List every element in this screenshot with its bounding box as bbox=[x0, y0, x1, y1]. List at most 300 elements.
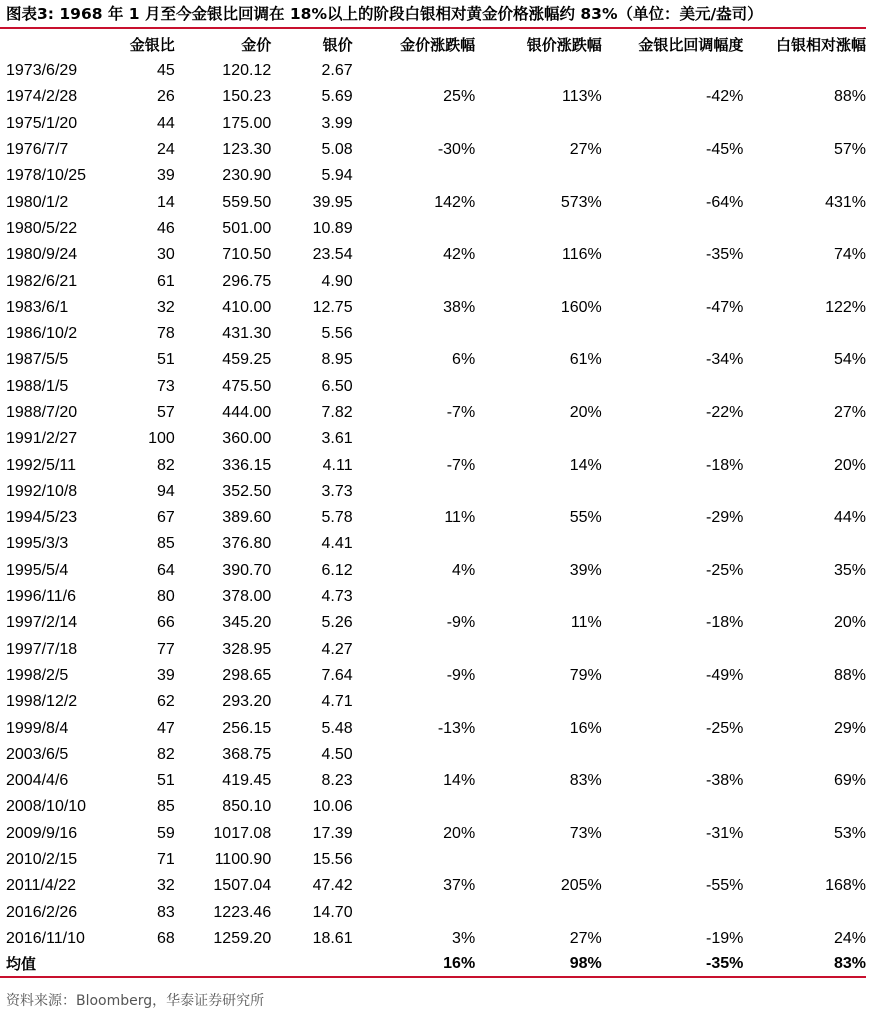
value-cell: 79% bbox=[569, 666, 602, 684]
value-cell: -47% bbox=[706, 298, 744, 316]
value-cell: 160% bbox=[560, 298, 602, 316]
value-cell: 77 bbox=[157, 640, 175, 658]
value-cell bbox=[353, 163, 476, 189]
value-cell bbox=[475, 794, 602, 820]
value-cell: 12.75 bbox=[312, 298, 353, 316]
column-header: 银价涨跌幅 bbox=[526, 35, 602, 54]
value-cell: 7.82 bbox=[321, 404, 353, 421]
value-cell: 38% bbox=[443, 298, 476, 316]
table-row bbox=[0, 715, 866, 741]
value-cell: 46 bbox=[157, 219, 175, 237]
value-cell bbox=[743, 426, 866, 452]
value-cell: 123.30 bbox=[222, 141, 272, 159]
value-cell: 47 bbox=[157, 719, 175, 737]
value-cell: 82 bbox=[157, 456, 175, 474]
value-cell: 419.45 bbox=[222, 772, 272, 790]
value-cell bbox=[353, 268, 476, 294]
table-row bbox=[0, 111, 866, 137]
value-cell: 11% bbox=[444, 509, 476, 527]
value-cell: 69% bbox=[833, 772, 866, 790]
value-cell: 3% bbox=[452, 929, 476, 947]
value-cell: 573% bbox=[560, 193, 602, 211]
column-header: 银价 bbox=[322, 35, 353, 54]
value-cell bbox=[602, 900, 744, 926]
value-cell: 61 bbox=[157, 272, 175, 290]
date-cell: 1988/1/5 bbox=[6, 377, 69, 395]
date-cell: 1988/7/20 bbox=[6, 404, 78, 421]
table-row bbox=[0, 900, 866, 926]
value-cell bbox=[353, 374, 476, 400]
value-cell: 44 bbox=[157, 114, 175, 132]
value-cell bbox=[353, 584, 476, 610]
value-cell: 44% bbox=[833, 509, 866, 527]
value-cell: 83 bbox=[157, 903, 175, 921]
table-row bbox=[0, 610, 866, 636]
value-cell bbox=[602, 742, 744, 768]
value-cell: 25% bbox=[443, 88, 476, 106]
value-cell: 57 bbox=[157, 404, 175, 421]
value-cell: 39 bbox=[157, 167, 175, 185]
date-cell: 1980/9/24 bbox=[6, 246, 78, 264]
table-row bbox=[0, 58, 866, 84]
value-cell: 24% bbox=[833, 929, 866, 947]
table-title: 图表3: 1968 年 1 月至今金银比回调在 18%以上的阶段白银相对黄金价格涨幅约 83%（单位：美元/盎司） bbox=[6, 5, 763, 23]
value-cell: 850.10 bbox=[222, 798, 272, 816]
value-cell: 352.50 bbox=[222, 482, 272, 500]
value-cell bbox=[602, 531, 744, 557]
table-row bbox=[0, 689, 866, 715]
value-cell bbox=[475, 531, 602, 557]
table-row bbox=[0, 347, 866, 373]
value-cell bbox=[743, 689, 866, 715]
value-cell bbox=[353, 426, 476, 452]
value-cell: 2.67 bbox=[321, 62, 353, 80]
value-cell: 7.64 bbox=[321, 666, 353, 684]
average-cell bbox=[175, 952, 271, 977]
value-cell: 431% bbox=[825, 193, 866, 211]
value-cell: 410.00 bbox=[222, 298, 272, 316]
date-cell: 1996/11/6 bbox=[6, 588, 76, 606]
value-cell: 360.00 bbox=[222, 430, 272, 448]
value-cell: 85 bbox=[157, 798, 175, 816]
average-cell: 83% bbox=[743, 952, 866, 977]
date-cell: 1992/5/11 bbox=[6, 456, 76, 474]
table-row bbox=[0, 216, 866, 242]
value-cell: 5.08 bbox=[321, 141, 353, 159]
value-cell bbox=[353, 531, 476, 557]
date-cell: 2009/9/16 bbox=[6, 824, 78, 842]
value-cell bbox=[353, 847, 476, 873]
value-cell: 15.56 bbox=[312, 851, 353, 869]
date-cell: 1997/2/14 bbox=[6, 614, 78, 632]
value-cell: -35% bbox=[706, 246, 744, 264]
date-cell: 1987/5/5 bbox=[6, 351, 69, 369]
average-row bbox=[0, 952, 866, 977]
value-cell: 88% bbox=[833, 666, 866, 684]
value-cell bbox=[743, 268, 866, 294]
value-cell: -25% bbox=[706, 719, 744, 737]
value-cell: 66 bbox=[157, 614, 175, 632]
value-cell: 32 bbox=[157, 877, 175, 895]
table-row bbox=[0, 742, 866, 768]
value-cell: 4.41 bbox=[321, 535, 353, 553]
table-row bbox=[0, 531, 866, 557]
value-cell: 20% bbox=[833, 614, 866, 632]
value-cell: 39% bbox=[569, 561, 602, 579]
average-label: 均值 bbox=[0, 952, 105, 977]
average-cell bbox=[271, 952, 352, 977]
value-cell: 6.12 bbox=[321, 561, 353, 579]
table-row bbox=[0, 926, 866, 952]
title-divider bbox=[0, 27, 866, 29]
value-cell: -18% bbox=[706, 456, 744, 474]
value-cell bbox=[475, 742, 602, 768]
value-cell bbox=[743, 111, 866, 137]
value-cell: -9% bbox=[446, 666, 476, 684]
value-cell: 559.50 bbox=[222, 193, 272, 211]
data-table bbox=[0, 30, 866, 978]
value-cell: 1507.04 bbox=[213, 877, 272, 895]
date-cell: 2016/2/26 bbox=[6, 903, 78, 921]
value-cell: 368.75 bbox=[222, 745, 272, 763]
value-cell: 82 bbox=[157, 745, 175, 763]
value-cell: -34% bbox=[706, 351, 744, 369]
table-row bbox=[0, 452, 866, 478]
value-cell: 100 bbox=[148, 430, 175, 448]
value-cell bbox=[475, 847, 602, 873]
value-cell bbox=[602, 58, 744, 84]
value-cell bbox=[743, 374, 866, 400]
date-cell: 1973/6/29 bbox=[6, 62, 78, 80]
date-cell: 1978/10/25 bbox=[6, 167, 87, 185]
table-row bbox=[0, 268, 866, 294]
value-cell bbox=[743, 479, 866, 505]
value-cell: 431.30 bbox=[222, 325, 272, 343]
value-cell bbox=[602, 268, 744, 294]
table-row bbox=[0, 584, 866, 610]
value-cell bbox=[602, 321, 744, 347]
value-cell: 62 bbox=[157, 693, 175, 711]
value-cell: 85 bbox=[157, 535, 175, 553]
value-cell bbox=[475, 321, 602, 347]
table-header-row bbox=[0, 30, 866, 58]
date-cell: 2004/4/6 bbox=[6, 772, 69, 790]
table-row bbox=[0, 768, 866, 794]
date-cell: 2008/10/10 bbox=[6, 798, 87, 816]
value-cell: 376.80 bbox=[222, 535, 272, 553]
value-cell: 74% bbox=[833, 246, 866, 264]
value-cell: 122% bbox=[825, 298, 866, 316]
date-cell: 1982/6/21 bbox=[6, 272, 78, 290]
value-cell bbox=[353, 742, 476, 768]
table-row bbox=[0, 663, 866, 689]
table-row bbox=[0, 137, 866, 163]
value-cell bbox=[743, 637, 866, 663]
value-cell: -38% bbox=[706, 772, 744, 790]
value-cell bbox=[353, 479, 476, 505]
date-cell: 1980/1/2 bbox=[6, 193, 69, 211]
date-cell: 2011/4/22 bbox=[6, 877, 76, 895]
value-cell bbox=[602, 847, 744, 873]
table-row bbox=[0, 558, 866, 584]
value-cell bbox=[743, 847, 866, 873]
value-cell: 27% bbox=[569, 929, 602, 947]
value-cell bbox=[743, 900, 866, 926]
source-note: 资料来源：Bloomberg，华泰证券研究所 bbox=[6, 993, 265, 1009]
value-cell bbox=[743, 58, 866, 84]
column-header: 金价 bbox=[241, 35, 272, 54]
table-row bbox=[0, 873, 866, 899]
value-cell: 80 bbox=[157, 588, 175, 606]
table-row bbox=[0, 426, 866, 452]
table-row bbox=[0, 821, 866, 847]
value-cell bbox=[743, 584, 866, 610]
value-cell: 94 bbox=[157, 482, 175, 500]
date-cell: 1986/10/2 bbox=[6, 325, 78, 343]
value-cell: 378.00 bbox=[222, 588, 272, 606]
value-cell: -18% bbox=[706, 614, 744, 632]
value-cell: -42% bbox=[706, 88, 744, 106]
value-cell: -31% bbox=[706, 824, 744, 842]
value-cell bbox=[475, 268, 602, 294]
value-cell: 6.50 bbox=[321, 377, 353, 395]
value-cell: 4.27 bbox=[321, 640, 353, 658]
value-cell bbox=[743, 742, 866, 768]
value-cell: 42% bbox=[443, 246, 476, 264]
value-cell: 5.94 bbox=[321, 167, 353, 185]
table-row bbox=[0, 479, 866, 505]
value-cell bbox=[353, 321, 476, 347]
column-header: 金银比回调幅度 bbox=[638, 35, 744, 54]
value-cell bbox=[743, 794, 866, 820]
value-cell: 29% bbox=[833, 719, 866, 737]
value-cell: 68 bbox=[157, 929, 175, 947]
date-cell: 1998/12/2 bbox=[6, 693, 78, 711]
value-cell: 298.65 bbox=[222, 666, 272, 684]
value-cell: 501.00 bbox=[222, 219, 272, 237]
date-cell: 1992/10/8 bbox=[6, 482, 78, 500]
table-row bbox=[0, 295, 866, 321]
value-cell bbox=[353, 637, 476, 663]
value-cell: 10.89 bbox=[312, 219, 353, 237]
value-cell: -64% bbox=[706, 193, 744, 211]
value-cell: 1223.46 bbox=[213, 903, 272, 921]
column-header: 金银比 bbox=[129, 35, 175, 54]
value-cell: 5.26 bbox=[321, 614, 353, 632]
value-cell: 67 bbox=[157, 509, 175, 527]
value-cell bbox=[743, 531, 866, 557]
value-cell: 39.95 bbox=[312, 193, 353, 211]
value-cell: 35% bbox=[833, 561, 866, 579]
value-cell: 10.06 bbox=[312, 798, 353, 816]
value-cell: 113% bbox=[562, 88, 602, 106]
table-row bbox=[0, 374, 866, 400]
average-cell bbox=[105, 952, 174, 977]
value-cell: 51 bbox=[157, 772, 175, 790]
value-cell: 4.71 bbox=[321, 693, 353, 711]
value-cell: 444.00 bbox=[222, 404, 272, 421]
value-cell: 20% bbox=[569, 404, 602, 421]
table-row bbox=[0, 794, 866, 820]
table-row bbox=[0, 847, 866, 873]
value-cell bbox=[602, 689, 744, 715]
value-cell: 54% bbox=[833, 351, 866, 369]
value-cell bbox=[743, 216, 866, 242]
value-cell bbox=[353, 111, 476, 137]
value-cell: 23.54 bbox=[312, 246, 353, 264]
value-cell bbox=[353, 58, 476, 84]
table-row bbox=[0, 321, 866, 347]
value-cell bbox=[475, 216, 602, 242]
value-cell: 1100.90 bbox=[214, 851, 272, 869]
value-cell bbox=[475, 426, 602, 452]
value-cell: -45% bbox=[706, 141, 744, 159]
table-row bbox=[0, 84, 866, 110]
column-header bbox=[0, 30, 105, 58]
value-cell bbox=[475, 58, 602, 84]
value-cell: 47.42 bbox=[312, 877, 353, 895]
value-cell: 32 bbox=[157, 298, 175, 316]
value-cell: 39 bbox=[157, 666, 175, 684]
value-cell: 14.70 bbox=[312, 903, 353, 921]
value-cell: 4.73 bbox=[321, 588, 353, 606]
table-row bbox=[0, 242, 866, 268]
column-header: 金价涨跌幅 bbox=[400, 35, 476, 54]
value-cell: -19% bbox=[706, 929, 744, 947]
date-cell: 1976/7/7 bbox=[6, 141, 69, 159]
value-cell: 150.23 bbox=[222, 88, 272, 106]
value-cell: 205% bbox=[560, 877, 602, 895]
date-cell: 1998/2/5 bbox=[6, 666, 69, 684]
value-cell: 120.12 bbox=[222, 62, 272, 80]
value-cell: 30 bbox=[157, 246, 175, 264]
value-cell: 73% bbox=[569, 824, 602, 842]
value-cell: 8.95 bbox=[321, 351, 353, 369]
value-cell: 389.60 bbox=[222, 509, 272, 527]
value-cell: 24 bbox=[157, 141, 175, 159]
table-row bbox=[0, 505, 866, 531]
table-row bbox=[0, 400, 866, 426]
column-header: 白银相对涨幅 bbox=[775, 35, 866, 54]
value-cell: 88% bbox=[833, 88, 866, 106]
value-cell: 64 bbox=[157, 561, 175, 579]
value-cell: -29% bbox=[706, 509, 744, 527]
value-cell: 11% bbox=[570, 614, 602, 632]
value-cell bbox=[602, 426, 744, 452]
value-cell: 37% bbox=[443, 877, 476, 895]
value-cell: -30% bbox=[437, 141, 476, 159]
value-cell: 3.99 bbox=[321, 114, 353, 132]
date-cell: 2010/2/15 bbox=[6, 851, 78, 869]
value-cell bbox=[475, 900, 602, 926]
value-cell bbox=[475, 479, 602, 505]
value-cell bbox=[475, 584, 602, 610]
value-cell: -13% bbox=[437, 719, 476, 737]
value-cell: 710.50 bbox=[222, 246, 272, 264]
value-cell: 4.50 bbox=[321, 745, 353, 763]
value-cell bbox=[602, 479, 744, 505]
value-cell: 345.20 bbox=[222, 614, 272, 632]
value-cell bbox=[602, 584, 744, 610]
value-cell bbox=[475, 689, 602, 715]
value-cell: 4.11 bbox=[322, 456, 353, 474]
value-cell: 14% bbox=[443, 772, 476, 790]
date-cell: 1991/2/27 bbox=[6, 430, 78, 448]
value-cell bbox=[602, 794, 744, 820]
value-cell: 475.50 bbox=[222, 377, 272, 395]
value-cell bbox=[743, 163, 866, 189]
value-cell: 55% bbox=[569, 509, 602, 527]
date-cell: 2016/11/10 bbox=[6, 929, 85, 947]
value-cell bbox=[353, 689, 476, 715]
date-cell: 1980/5/22 bbox=[6, 219, 78, 237]
value-cell: 116% bbox=[562, 246, 602, 264]
value-cell bbox=[475, 111, 602, 137]
value-cell: 53% bbox=[833, 824, 866, 842]
date-cell: 1997/7/18 bbox=[6, 640, 78, 658]
value-cell: 27% bbox=[833, 404, 866, 421]
value-cell: 230.90 bbox=[222, 167, 272, 185]
value-cell bbox=[602, 111, 744, 137]
value-cell bbox=[353, 900, 476, 926]
table-row bbox=[0, 637, 866, 663]
value-cell: 1017.08 bbox=[213, 824, 272, 842]
value-cell bbox=[353, 216, 476, 242]
value-cell: -9% bbox=[446, 614, 476, 632]
value-cell: 51 bbox=[157, 351, 175, 369]
value-cell: 6% bbox=[452, 351, 476, 369]
value-cell: 390.70 bbox=[222, 561, 272, 579]
value-cell: -49% bbox=[706, 666, 744, 684]
value-cell bbox=[602, 374, 744, 400]
value-cell bbox=[602, 216, 744, 242]
value-cell: 328.95 bbox=[222, 640, 272, 658]
value-cell: 175.00 bbox=[222, 114, 272, 132]
value-cell: 26 bbox=[157, 88, 175, 106]
value-cell: -55% bbox=[706, 877, 744, 895]
value-cell: 78 bbox=[157, 325, 175, 343]
value-cell: 4% bbox=[452, 561, 476, 579]
value-cell: 336.15 bbox=[222, 456, 272, 474]
value-cell: -7% bbox=[446, 456, 476, 474]
value-cell bbox=[602, 163, 744, 189]
value-cell: 71 bbox=[157, 851, 175, 869]
date-cell: 1983/6/1 bbox=[6, 298, 69, 316]
value-cell: 256.15 bbox=[222, 719, 272, 737]
average-cell: 98% bbox=[475, 952, 602, 977]
value-cell: 459.25 bbox=[222, 351, 272, 369]
date-cell: 1975/1/20 bbox=[6, 114, 78, 132]
value-cell: 5.56 bbox=[321, 325, 353, 343]
date-cell: 1995/5/4 bbox=[6, 561, 69, 579]
value-cell: 1259.20 bbox=[213, 929, 272, 947]
value-cell bbox=[602, 637, 744, 663]
date-cell: 2003/6/5 bbox=[6, 745, 69, 763]
value-cell: 3.73 bbox=[321, 482, 353, 500]
date-cell: 1995/3/3 bbox=[6, 535, 69, 553]
value-cell: -25% bbox=[706, 561, 744, 579]
table-row bbox=[0, 163, 866, 189]
value-cell: 61% bbox=[569, 351, 602, 369]
average-cell: 16% bbox=[353, 952, 476, 977]
value-cell: 83% bbox=[569, 772, 602, 790]
value-cell: 293.20 bbox=[222, 693, 272, 711]
value-cell: 296.75 bbox=[222, 272, 272, 290]
value-cell: 14% bbox=[569, 456, 602, 474]
value-cell: 18.61 bbox=[312, 929, 353, 947]
value-cell: 27% bbox=[569, 141, 602, 159]
value-cell bbox=[475, 637, 602, 663]
